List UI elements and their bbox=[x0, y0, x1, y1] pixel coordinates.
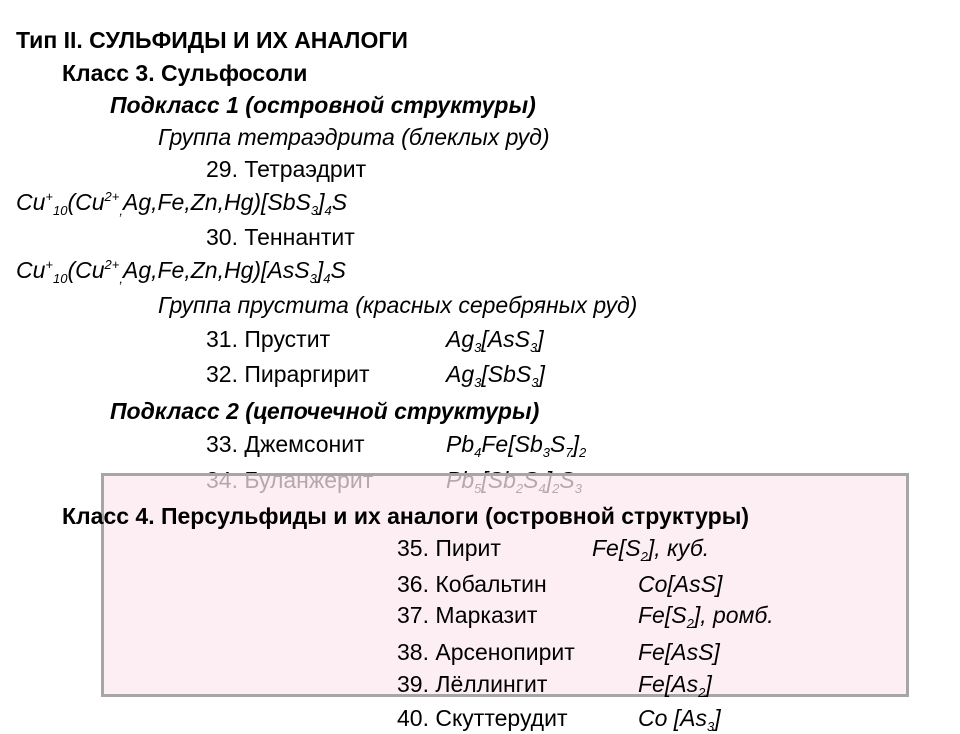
subclass2-heading: Подкласс 2 (цепочечной структуры) bbox=[110, 398, 540, 424]
group-tetrahedrite-heading: Группа тетраэдрита (блеклых руд) bbox=[158, 124, 550, 150]
mineral-number: 29. bbox=[206, 156, 238, 182]
mineral-36 bbox=[397, 570, 547, 598]
class4-heading: Класс 4. Персульфиды и их аналоги (островной структуры) bbox=[62, 503, 750, 529]
formula-proustite: $Ag_3[AsS_3]$ bbox=[446, 326, 544, 355]
mineral-name: Кобальтин bbox=[435, 571, 547, 597]
mineral-name: Скуттерудит bbox=[435, 705, 568, 731]
formula-pyrargyrite: $Ag_3[SbS_3]$ bbox=[446, 361, 545, 390]
mineral-name: Пираргирит bbox=[244, 361, 370, 387]
mineral-30 bbox=[206, 223, 355, 251]
mineral-name: Прустит bbox=[244, 326, 331, 352]
mineral-number: 40. bbox=[397, 705, 429, 731]
mineral-name: Джемсонит bbox=[244, 431, 365, 457]
mineral-38 bbox=[397, 638, 575, 666]
mineral-number: 38. bbox=[397, 639, 429, 665]
mineral-name: Теннантит bbox=[244, 224, 355, 250]
mineral-number: 32. bbox=[206, 361, 238, 387]
mineral-33 bbox=[206, 430, 365, 458]
mineral-number: 31. bbox=[206, 326, 238, 352]
formula-tetrahedrite: $Cu^+_{10}(Cu^{2+}_,Ag,Fe,Zn,Hg)[SbS_3]_4S$ bbox=[16, 189, 348, 218]
mineral-35 bbox=[397, 534, 501, 562]
type-heading: Тип II. СУЛЬФИДЫ И ИХ АНАЛОГИ bbox=[16, 27, 408, 53]
mineral-31 bbox=[206, 325, 330, 353]
mineral-number: 30. bbox=[206, 224, 238, 250]
mineral-number: 37. bbox=[397, 602, 429, 628]
mineral-name: Лёллингит bbox=[435, 671, 548, 697]
mineral-40 bbox=[397, 704, 567, 732]
group-proustite-heading: Группа прустита (красных серебряных руд) bbox=[158, 292, 638, 318]
mineral-number: 33. bbox=[206, 431, 238, 457]
mineral-37 bbox=[397, 601, 537, 629]
mineral-29 bbox=[206, 155, 366, 183]
mineral-39 bbox=[397, 670, 547, 698]
formula-marcasite: $Fe[S_2]$, ромб. bbox=[638, 602, 774, 631]
formula-pyrite: $Fe[S_2]$, куб. bbox=[592, 535, 710, 564]
mineral-name: Марказит bbox=[435, 602, 538, 628]
mineral-number: 36. bbox=[397, 571, 429, 597]
mineral-name: Пирит bbox=[435, 535, 501, 561]
formula-cobaltite: Co[AsS] bbox=[638, 571, 723, 597]
mineral-number: 39. bbox=[397, 671, 429, 697]
mineral-name: Тетраэдрит bbox=[244, 156, 367, 182]
subclass1-heading: Подкласс 1 (островной структуры) bbox=[110, 92, 536, 118]
mineral-name: Арсенопирит bbox=[435, 639, 575, 665]
class3-heading: Класс 3. Сульфосоли bbox=[62, 60, 308, 86]
formula-tennantite: $Cu^+_{10}(Cu^{2+}_,Ag,Fe,Zn,Hg)[AsS_3]_4S$ bbox=[16, 257, 346, 286]
formula-arsenopyrite: Fe[AsS] bbox=[638, 639, 720, 665]
formula-jamesonite: $Pb_4Fe[Sb_3S_7]_2$ bbox=[446, 431, 587, 460]
formula-skutterudite: Co $[As_3]$ bbox=[638, 705, 721, 734]
mineral-32 bbox=[206, 360, 370, 388]
formula-loellingite: $Fe[As_2]$ bbox=[638, 671, 712, 700]
mineral-number: 35. bbox=[397, 535, 429, 561]
